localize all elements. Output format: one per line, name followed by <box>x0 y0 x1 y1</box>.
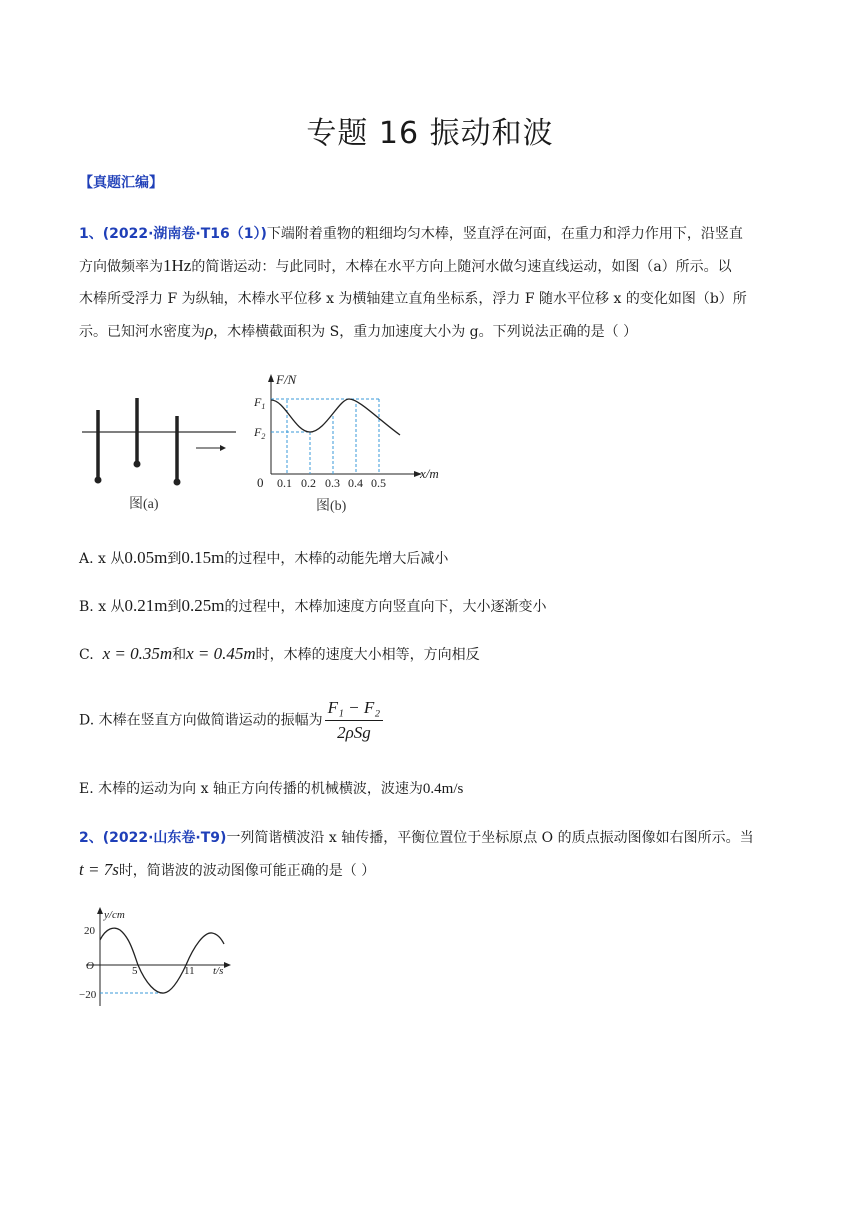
origin-label: 0 <box>257 475 264 490</box>
rod-1-weight <box>95 477 102 484</box>
q2-source: 2、(2022·山东卷·T9) <box>79 830 227 846</box>
q1-line-2: 方向做频率为1Hz的简谐运动：与此同时，木棒在水平方向上随河水做匀速直线运动，如图（a）所示。以 <box>79 256 732 275</box>
q2-vibration-graph <box>76 902 236 1012</box>
q2-x-label: t/s <box>213 965 224 977</box>
q2-line-2: t = 7s时，简谐波的波动图像可能正确的是（ ） <box>79 860 376 879</box>
option-e: E. 木棒的运动为向 x 轴正方向传播的机械横波，波速为0.4m/s <box>79 781 464 797</box>
section-label: 【真题汇编】 <box>79 175 163 191</box>
y-axis-label: F/N <box>276 372 297 387</box>
x-tick-0.4: 0.4 <box>348 476 363 490</box>
x-tick-0.5: 0.5 <box>371 476 386 490</box>
option-c: C. x = 0.35m和x = 0.45m时，木棒的速度大小相等，方向相反 <box>79 644 480 663</box>
figure-b-force-graph <box>240 366 460 524</box>
option-a: A. x 从0.05m到0.15m的过程中，木棒的动能先增大后减小 <box>79 548 449 567</box>
question-2-text <box>79 822 781 887</box>
q1-source: 1、(2022·湖南卷·T16（1）) <box>79 226 267 242</box>
f1-label: $F_1$ <box>254 395 266 411</box>
x-tick-0.1: 0.1 <box>277 476 292 490</box>
motion-arrow-head <box>220 445 226 451</box>
page-title: 专题 16 振动和波 <box>306 116 554 151</box>
rod-2-weight <box>134 461 141 468</box>
amplitude-fraction: $\frac{\text{F₁ − F₂}}{\text{2ρSg}}$ <box>325 698 384 743</box>
x-tick-0.2: 0.2 <box>301 476 316 490</box>
q2-sine-curve <box>100 928 224 993</box>
q2-x-axis-arrow <box>224 962 231 968</box>
q2-x-5: 5 <box>132 965 138 977</box>
x-tick-0.3: 0.3 <box>325 476 340 490</box>
q2-x-11: 11 <box>184 965 195 977</box>
figure-a-wood-rods <box>76 390 236 520</box>
q2-y-neg20: −20 <box>79 989 97 1001</box>
q1-line-4: 示。已知河水密度为ρ，木棒横截面积为 S，重力加速度大小为 g。下列说法正确的是（ ） <box>79 321 638 340</box>
figure-b-caption: 图(b) <box>316 499 347 514</box>
x-axis-label: x/m <box>420 466 439 481</box>
q2-y-label: y/cm <box>104 909 125 921</box>
q2-y-axis-arrow <box>97 907 103 914</box>
q2-origin: O <box>86 960 94 972</box>
dashed-guides <box>271 399 379 474</box>
q1-line-3: 木棒所受浮力 F 为纵轴，木棒水平位移 x 为横轴建立直角坐标系，浮力 F 随水平位移 x 的变化如图（b）所 <box>79 291 747 307</box>
f2-label: $F_2$ <box>254 425 266 441</box>
q2-y-20: 20 <box>84 925 95 937</box>
option-d: D. 木棒在竖直方向做简谐运动的振幅为 $\frac{\text{F₁ − F₂}}{\text{2ρSg}}$ <box>79 698 383 743</box>
figure-a-caption: 图(a) <box>129 497 159 512</box>
option-b: B. x 从0.21m到0.25m的过程中，木棒加速度方向竖直向下，大小逐渐变小 <box>79 596 547 615</box>
q2-line-1: 2、(2022·山东卷·T9)一列简谐横波沿 x 轴传播，平衡位置位于坐标原点 O 的质点振动图像如右图所示。当 <box>79 830 754 846</box>
force-curve <box>271 399 400 435</box>
question-1-text <box>79 218 781 348</box>
rod-3-weight <box>174 479 181 486</box>
q1-line-1: 1、(2022·湖南卷·T16（1）)下端附着重物的粗细均匀木棒，竖直浮在河面，在重力和浮力作用下，沿竖直 <box>79 226 743 242</box>
y-axis-arrow <box>268 374 274 382</box>
